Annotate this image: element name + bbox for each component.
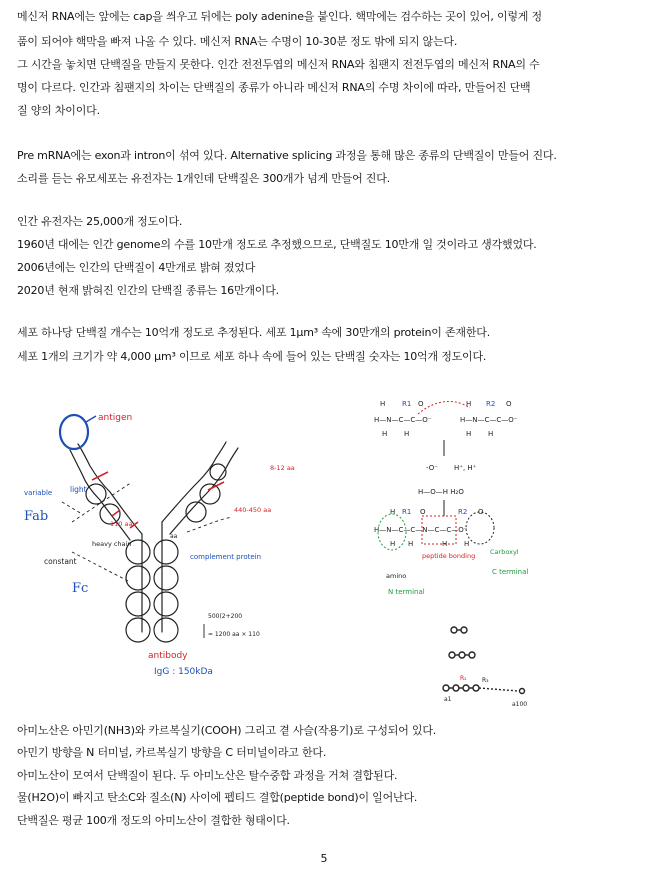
paragraph-line: 명이 다르다. 인간과 침팬지의 차이는 단백질의 종류가 아니라 메신저 RNA의 수명 차이에 따라, 만들어진 단백	[17, 81, 531, 94]
svg-text:O: O	[478, 508, 484, 516]
paragraph-line: 1960년 대에는 인간 genome의 수를 10만개 정도로 추정했으므로, 단백질도 10만개 일 것이라고 생각했었다.	[17, 238, 537, 251]
r2-label: R2	[486, 400, 496, 408]
aa-8-12-label: 8-12 aa	[270, 464, 295, 472]
peptide-bond-diagram	[362, 398, 552, 716]
paragraph-line: 물(H2O)이 빠지고 탄소C와 질소(N) 사이에 펩티드 결합(peptide bond)이 일어난다.	[17, 791, 418, 804]
light-label: light	[70, 485, 87, 494]
h-ions-label: H⁺, H⁺	[454, 464, 477, 472]
svg-text:R1: R1	[402, 508, 412, 516]
antibody-diagram	[12, 402, 327, 720]
paragraph-line: 인간 유전자는 25,000개 정도이다.	[17, 215, 183, 228]
paragraph-line: 세포 하나당 단백질 개수는 10억개 정도로 추정된다. 세포 1μm³ 속에 30만개의 protein이 존재한다.	[17, 326, 490, 339]
svg-text:H—N—C—C—N—C—C—O⁻: H—N—C—C—N—C—C—O⁻	[374, 526, 468, 534]
svg-text:O: O	[506, 400, 512, 408]
paragraph-line: 질 양의 차이이다.	[17, 104, 100, 117]
antibody-label: antibody	[148, 651, 188, 661]
variable-label: variable	[24, 489, 53, 497]
carboxyl-label: Carboxyl	[490, 548, 519, 556]
svg-text:H: H	[404, 430, 410, 438]
page-number: 5	[320, 852, 328, 865]
heavy-chain-label: heavy chain	[92, 540, 132, 548]
svg-text:H: H	[466, 400, 472, 408]
igg-label: IgG : 150kDa	[154, 667, 213, 677]
aa-mark: aa	[170, 533, 178, 540]
paragraph-line: 세포 1개의 크기가 약 4,000 μm³ 이므로 세포 하나 속에 들어 있는 단백질 숫자는 10억개 정도이다.	[17, 350, 487, 363]
svg-text:H: H	[390, 540, 396, 548]
aa-110-label: 110 aa	[110, 520, 133, 528]
fc-label: Fc	[72, 581, 89, 596]
svg-text:H: H	[466, 430, 472, 438]
svg-text:R₃: R₃	[482, 677, 489, 684]
complement-protein-label: complement protein	[190, 553, 262, 561]
svg-text:H: H	[464, 540, 470, 548]
r1-label: R1	[402, 400, 412, 408]
paragraph-line: 아미노산이 모여서 단백질이 된다. 두 아미노산은 탈수중합 과정을 거쳐 결합된다.	[17, 769, 398, 782]
svg-text:O: O	[420, 508, 426, 516]
aa-440-label: 440-450 aa	[234, 506, 272, 514]
svg-text:H: H	[442, 540, 448, 548]
oh-ion-label: -O⁻	[426, 464, 438, 472]
svg-text:R2: R2	[458, 508, 468, 516]
svg-text:H: H	[390, 508, 396, 516]
a100-label: a100	[512, 701, 528, 708]
paragraph-line: 그 시간을 놓치면 단백질을 만들지 못한다. 인간 전전두엽의 메신저 RNA와 침팬지 전전두엽의 메신저 RNA의 수	[17, 58, 540, 71]
antigen-label: antigen	[98, 413, 133, 423]
c-terminal-label: C terminal	[492, 568, 529, 576]
paragraph-line: 아미노산은 아민기(NH3)와 카르복실기(COOH) 그리고 곁 사슬(작용기)로 구성되어 있다.	[17, 724, 437, 737]
fab-label: Fab	[24, 509, 49, 524]
paragraph-line: 2006년에는 인간의 단백질이 4만개로 밝혀 졌었다	[17, 261, 256, 274]
svg-text:H—N—C—C—O⁻: H—N—C—C—O⁻	[460, 416, 518, 424]
calc-line-2: = 1200 aa × 110	[208, 631, 260, 638]
calc-line-1: 500(2+200	[208, 613, 243, 620]
svg-text:H: H	[488, 430, 494, 438]
paragraph-line: 아민기 방향을 N 터미널, 카르복실기 방향을 C 터미널이라고 한다.	[17, 746, 327, 759]
svg-text:H: H	[382, 430, 388, 438]
a1-label: a1	[444, 696, 452, 703]
svg-text:H: H	[408, 540, 414, 548]
amino-label: amino	[386, 572, 407, 580]
svg-text:H—N—C—C—O⁻: H—N—C—C—O⁻	[374, 416, 432, 424]
svg-text:H: H	[380, 400, 386, 408]
n-terminal-label: N terminal	[388, 588, 425, 596]
svg-text:R₂: R₂	[460, 675, 467, 682]
svg-text:O: O	[418, 400, 424, 408]
paragraph-line: 단백질은 평균 100개 정도의 아미노산이 결합한 형태이다.	[17, 814, 290, 827]
paragraph-line: Pre mRNA에는 exon과 intron이 섞여 있다. Alternative splicing 과정을 통해 많은 종류의 단백질이 만들어 진다.	[17, 149, 557, 162]
paragraph-line: 2020년 현재 밝혀진 인간의 단백질 종류는 16만개이다.	[17, 284, 279, 297]
paragraph-line: 메신저 RNA에는 앞에는 cap을 씌우고 뒤에는 poly adenine을 붙인다. 핵막에는 검수하는 곳이 있어, 이렇게 정	[17, 10, 542, 23]
paragraph-line: 소리를 듣는 유모세포는 유전자는 1개인데 단백질은 300개가 넘게 만들어 진다.	[17, 172, 390, 185]
constant-label: constant	[44, 557, 77, 566]
paragraph-line: 품이 되어야 핵막을 빠져 나올 수 있다. 메신저 RNA는 수명이 10-30분 정도 밖에 되지 않는다.	[17, 35, 458, 48]
water-label: H—O—H H₂O	[418, 488, 464, 496]
peptide-bonding-label: peptide bonding	[422, 552, 476, 560]
